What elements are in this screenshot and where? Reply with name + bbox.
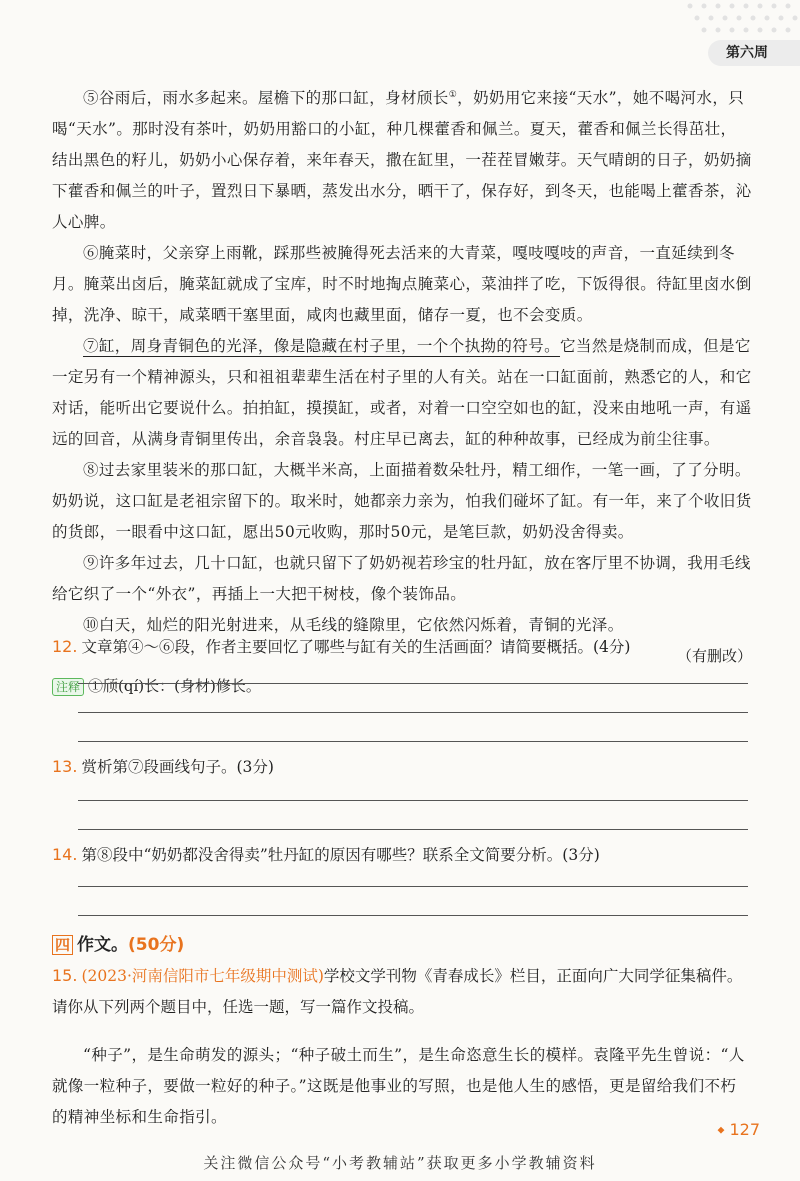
paragraph-9: ⑨许多年过去，几十口缸，也就只留下了奶奶视若珍宝的牡丹缸，放在客厅里不协调，我用毛线给它织了一个“外衣”，再插上一大把干树枝，像个装饰品。 — [52, 554, 751, 604]
source-note: （有删改） — [676, 647, 752, 666]
footer-promo: 关注微信公众号“小考教辅站”获取更多小学教辅资料 — [203, 1154, 597, 1172]
writing-prompt: “种子”，是生命萌发的源头；“种子破土而生”，是生命恣意生长的模样。袁隆平先生曾说：“人就像一粒种子，要做一粒好的种子。”这既是他事业的写照，也是他人生的感悟，更是留给我们不朽的精神坐标和生命指引。 — [52, 1046, 745, 1126]
footnote-marker: ① — [448, 90, 458, 100]
exam-source: (2023·河南信阳市七年级期中测试) — [81, 967, 324, 985]
page-number: ◆ 127 — [717, 1120, 760, 1139]
annotation-tag: 注释 — [52, 678, 84, 696]
annotation: 注释 ①颀(qí)长：(身材)修长。 — [52, 671, 752, 701]
week-label: 第六周 — [708, 40, 800, 66]
paragraph-10: ⑩白天，灿烂的阳光射进来，从毛线的缝隙里，它依然闪烁着，青铜的光泽。 — [83, 616, 624, 635]
article-body — [52, 80, 752, 701]
question-14: 14. 第⑧段中“奶奶都没舍得卖”牡丹缸的原因有哪些？联系全文简要分析。(3分) — [52, 845, 600, 864]
answer-line[interactable] — [78, 886, 748, 887]
paragraph-5: ⑤谷雨后，雨水多起来。屋檐下的那口缸，身材颀长①，奶奶用它来接“天水”，她不喝河水，只喝“天水”。那时没有茶叶，奶奶用豁口的小缸，种几棵藿香和佩兰。夏天，藿香和佩兰长得茁壮，结出黑色的籽儿，奶奶小心保存着，来年春天，撒在缸里，一茬茬冒嫩芽。天气晴朗的日子，奶奶摘下藿香和佩兰的叶子，置烈日下暴晒，蒸发出水分，晒干了，保存好，到冬天，也能喝上藿香茶，沁人心脾。 — [52, 89, 752, 232]
paragraph-8: ⑧过去家里装米的那口缸，大概半米高，上面描着数朵牡丹，精工细作，一笔一画，了了分明。奶奶说，这口缸是老祖宗留下的。取米时，她都亲力亲为，怕我们碰坏了缸。有一年，来了个收旧货的货郎，一眼看中这口缸，愿出50元收购，那时50元，是笔巨款，奶奶没舍得卖。 — [52, 461, 752, 542]
paragraph-6: ⑥腌菜时，父亲穿上雨靴，踩那些被腌得死去活来的大青菜，嘎吱嘎吱的声音，一直延续到冬月。腌菜出卤后，腌菜缸就成了宝库，时不时地掏点腌菜心，菜油拌了吃，下饭得很。待缸里卤水倒掉，洗净、晾干，咸菜晒干塞里面，咸肉也藏里面，储存一夏，也不会变质。 — [52, 244, 752, 325]
answer-line[interactable] — [78, 915, 748, 916]
answer-line[interactable] — [78, 741, 748, 742]
question-15: 15. (2023·河南信阳市七年级期中测试)学校文学刊物《青春成长》栏目，正面向广大同学征集稿件。请你从下列两个题目中，任选一题，写一篇作文投稿。 — [52, 966, 743, 1016]
answer-line[interactable] — [78, 829, 748, 830]
section-heading: 四 作文。(50分) — [52, 930, 184, 955]
underlined-sentence: ⑦缸，周身青铜色的光泽，像是隐藏在村子里，一个个执拗的符号。 — [83, 337, 561, 356]
answer-line[interactable] — [78, 712, 748, 713]
paragraph-7: ⑦缸，周身青铜色的光泽，像是隐藏在村子里，一个个执拗的符号。它当然是烧制而成，但是它一定另有一个精神源头，只和祖祖辈辈生活在村子里的人有关。站在一口缸面前，熟悉它的人，和它对话，能听出它要说什么。拍拍缸，摸摸缸，或者，对着一口空空如也的缸，没来由地吼一声，有遥远的回音，从满身青铜里传出，余音袅袅。村庄早已离去，缸的种种故事，已经成为前尘往事。 — [52, 337, 752, 449]
answer-line[interactable] — [78, 683, 748, 684]
question-13: 13. 赏析第⑦段画线句子。(3分) — [52, 757, 274, 776]
answer-line[interactable] — [78, 800, 748, 801]
question-12: 12. 文章第④～⑥段，作者主要回忆了哪些与缸有关的生活画面？请简要概括。(4分) — [52, 637, 631, 656]
